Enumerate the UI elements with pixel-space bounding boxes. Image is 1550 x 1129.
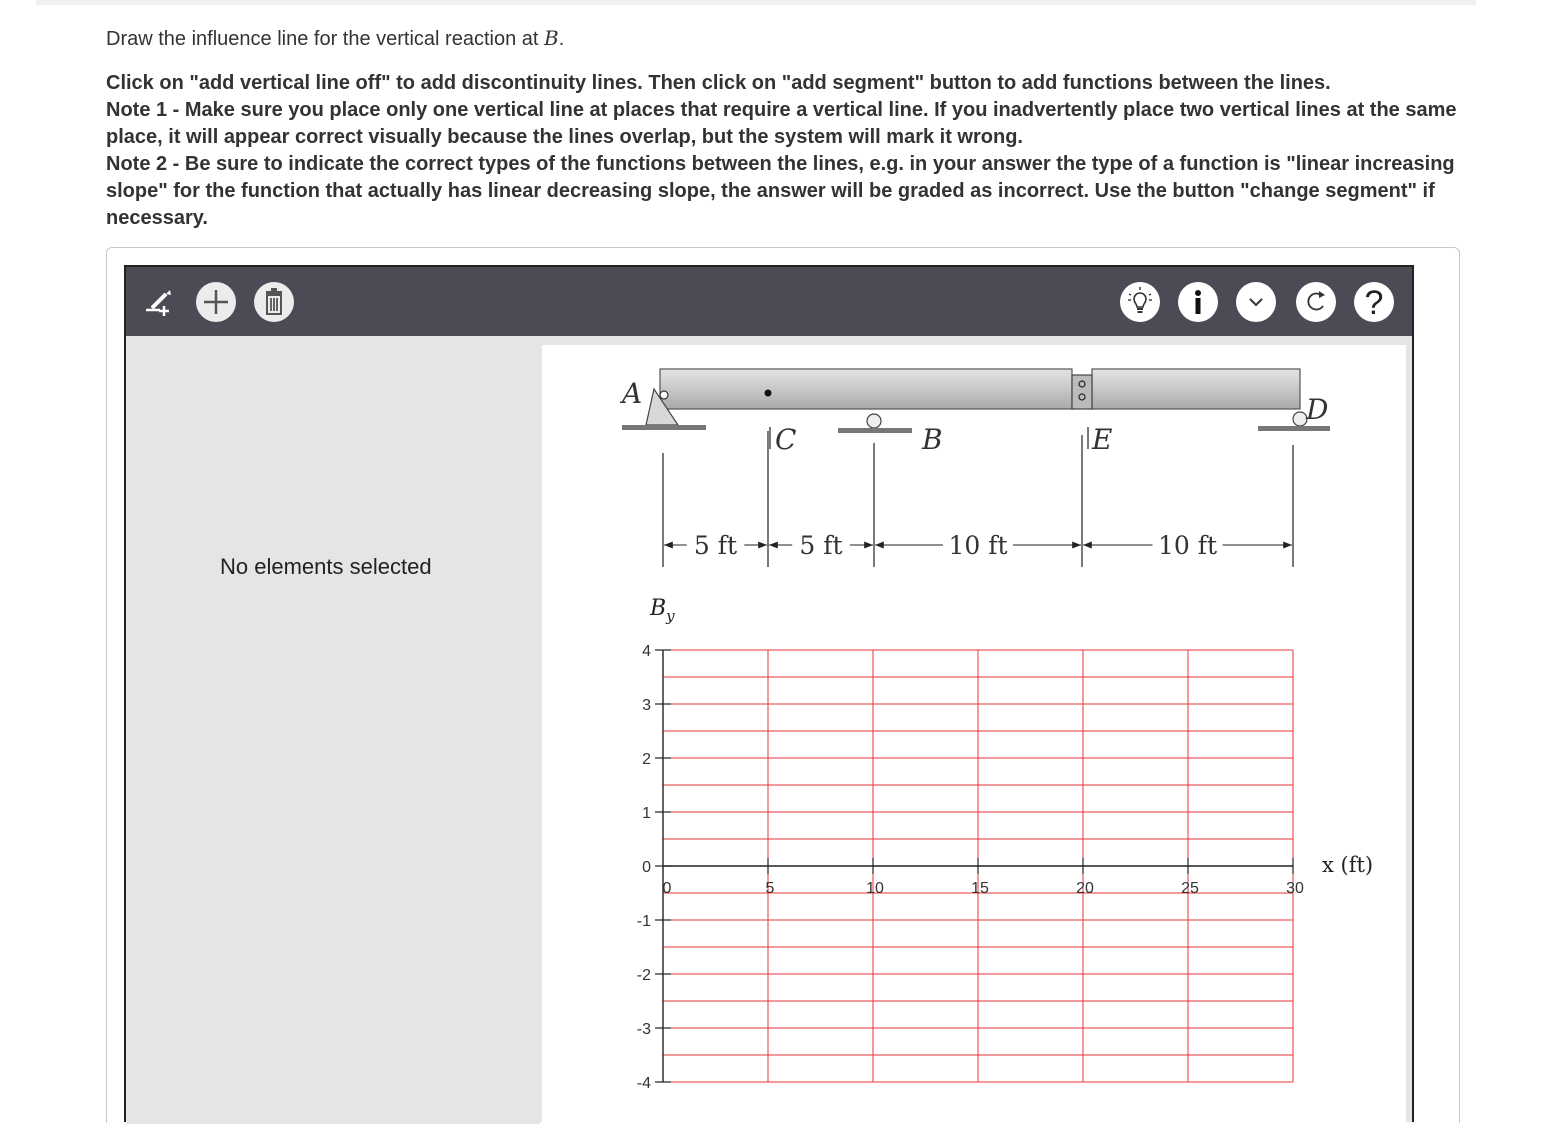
add-segment-button[interactable] (196, 282, 236, 322)
beam-label-c: C (775, 423, 797, 456)
beam-label-e: E (1092, 423, 1113, 456)
x-tick-label: 5 (765, 880, 775, 897)
hint-button[interactable] (1120, 282, 1160, 322)
beam-left-segment (660, 369, 1072, 409)
hinge-e (1072, 375, 1092, 409)
x-tick-label: 25 (1181, 880, 1199, 897)
toolbar (126, 267, 1412, 336)
y-tick-label: -1 (636, 913, 651, 930)
x-tick-label: 30 (1286, 880, 1304, 897)
chevron-down-icon (1236, 282, 1276, 322)
instruction-main: Click on "add vertical line off" to add discontinuity lines. Then click on "add segment" button to add functions between the lines. (106, 72, 1331, 94)
x-tick-label: 10 (866, 880, 884, 897)
point-c-marker (765, 390, 772, 397)
dimension-label: 5 ft (799, 531, 843, 560)
instruction-note-2: Note 2 - Be sure to indicate the correct types of the functions between the lines, e.g. in your answer the type of a function is "linear increasing slope" for the function that actually has linear decreasing slope, the answer will be graded as incorrect. Use the button "change segment" if necessary. (106, 153, 1455, 229)
x-axis-label: x (ft) (1322, 853, 1374, 877)
redo-icon (1296, 282, 1336, 322)
graph-tick-labels (637, 643, 1304, 1092)
dimension-label: 10 ft (948, 531, 1008, 560)
drawing-area (542, 345, 1406, 1124)
more-button[interactable] (1236, 282, 1276, 322)
beam-label-b: B (922, 423, 943, 456)
plus-icon (196, 282, 236, 322)
y-tick-label: 3 (642, 697, 651, 714)
y-tick-label: -4 (636, 1075, 651, 1092)
y-tick-label: 2 (642, 751, 651, 768)
graph-canvas[interactable] (542, 345, 1406, 1124)
help-icon (1354, 282, 1394, 322)
graph-axes (655, 650, 1293, 1082)
delete-button[interactable] (254, 282, 294, 322)
x-tick-label: 0 (662, 880, 672, 897)
help-button[interactable] (1354, 282, 1394, 322)
info-button[interactable] (1178, 282, 1218, 322)
y-tick-label: 1 (642, 805, 651, 822)
dimension-label: 5 ft (693, 531, 738, 560)
y-tick-label: -3 (636, 1021, 651, 1038)
y-tick-label: -2 (636, 967, 651, 984)
side-panel (126, 336, 540, 1124)
add-vertical-line-button[interactable] (140, 282, 180, 322)
instruction-note-1: Note 1 - Make sure you place only one vertical line at places that require a vertical line. If you inadvertently place two vertical lines at the same place, it will appear correct visually because the lines overlap, but the system will mark it wrong. (106, 99, 1457, 148)
support-b (838, 414, 912, 433)
y-tick-label: 4 (642, 643, 651, 660)
dimension-lines (664, 531, 1292, 560)
x-tick-label: 20 (1076, 880, 1094, 897)
instructions (106, 70, 1471, 232)
graphing-tool (124, 265, 1414, 1122)
prompt-variable: B (544, 26, 559, 50)
dimension-label: 10 ft (1157, 531, 1218, 560)
beam-figure (619, 369, 1330, 567)
info-icon (1178, 282, 1218, 322)
add-vertical-line-icon (140, 282, 180, 322)
beam-label-a: A (622, 377, 643, 410)
y-tick-label: 0 (642, 859, 651, 876)
y-axis-label: $B_y$ (650, 596, 675, 625)
question-prompt: Draw the influence line for the vertical reaction at B. (106, 26, 565, 50)
beam-label-d: D (1306, 393, 1329, 426)
x-tick-label: 15 (971, 880, 989, 897)
top-border (36, 0, 1476, 5)
help-label: ? (1364, 284, 1384, 322)
redo-button[interactable] (1296, 282, 1336, 322)
trash-icon (254, 282, 294, 322)
selection-status: No elements selected (220, 554, 432, 579)
hint-lightbulb-icon (1120, 282, 1160, 322)
beam-right-segment (1092, 369, 1300, 409)
